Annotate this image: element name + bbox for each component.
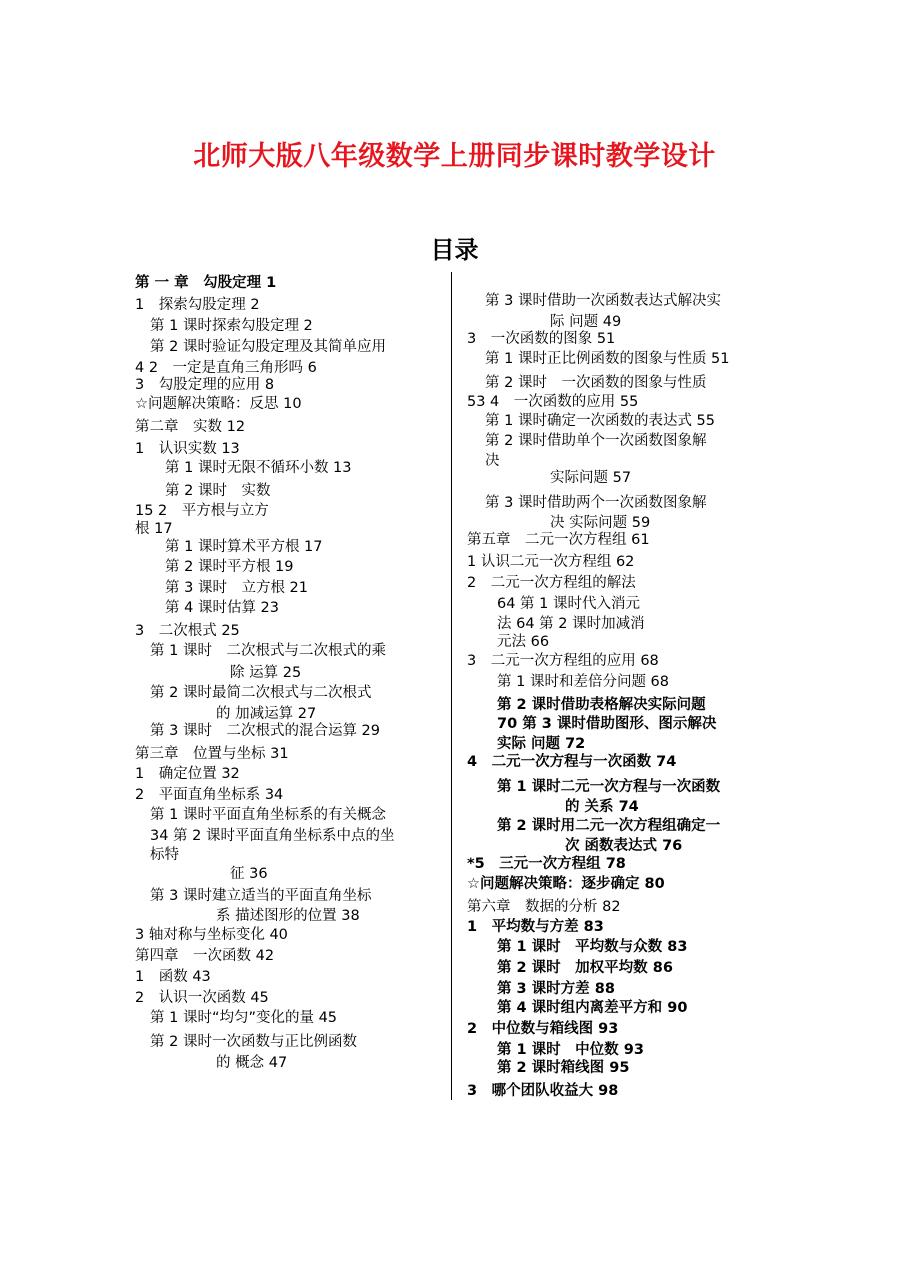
toc-left-entry: 第二章 实数 12 (135, 419, 246, 435)
toc-right-entry: 第 2 课时借助单个一次函数图象解 (485, 433, 707, 449)
toc-left-entry: 2 认识一次函数 45 (135, 990, 269, 1006)
toc-left-entry: 第 3 课时建立适当的平面直角坐标 (150, 888, 372, 904)
toc-left-entry: 第 2 课时 实数 (165, 483, 271, 499)
toc-heading: 目录 (430, 236, 479, 264)
toc-right-entry: 1 认识二元一次方程组 62 (467, 554, 635, 570)
toc-right-entry: 第 2 课时借助表格解决实际问题 (497, 697, 706, 713)
toc-right-entry: 3 二元一次方程组的应用 68 (467, 653, 659, 669)
toc-right-entry: ☆问题解决策略：逐步确定 80 (467, 876, 665, 892)
toc-right-entry: 实际问题 57 (550, 470, 632, 486)
toc-left-entry: 1 确定位置 32 (135, 766, 240, 782)
toc-right-entry: 第 1 课时确定一次函数的表达式 55 (485, 413, 716, 429)
toc-right-entry: 际 问题 49 (550, 314, 622, 330)
toc-left-entry: 2 平面直角坐标系 34 (135, 787, 284, 803)
toc-right-entry: 第 1 课时 中位数 93 (497, 1042, 644, 1058)
toc-left-entry: 1 函数 43 (135, 969, 211, 985)
toc-left-entry: 3 勾股定理的应用 8 (135, 377, 275, 393)
toc-right-entry: 64 第 1 课时代入消元 (497, 596, 641, 612)
toc-right-entry: 第 1 课时 平均数与众数 83 (497, 939, 688, 955)
toc-right-entry: 53 4 一次函数的应用 55 (467, 394, 639, 410)
toc-right-entry: 2 中位数与箱线图 93 (467, 1021, 619, 1037)
toc-left-entry: 第 1 课时无限不循环小数 13 (165, 460, 352, 476)
toc-right-entry: 第 3 课时借助一次函数表达式解决实 (485, 293, 721, 309)
toc-left-entry: 第 3 课时 立方根 21 (165, 580, 309, 596)
toc-left-entry: 4 2 一定是直角三角形吗 6 (135, 360, 317, 376)
toc-left-entry: 3 轴对称与坐标变化 40 (135, 927, 288, 943)
toc-right-entry: 4 二元一次方程与一次函数 74 (467, 754, 677, 770)
toc-right-entry: 的 关系 74 (565, 799, 639, 815)
document-title: 北师大版八年级数学上册同步课时教学设计 (193, 141, 716, 172)
toc-left-entry: 第 2 课时平方根 19 (165, 559, 294, 575)
toc-left-entry: 第 2 课时一次函数与正比例函数 (150, 1034, 357, 1050)
toc-left-entry: 15 2 平方根与立方 (135, 503, 269, 519)
toc-right-entry: 法 64 第 2 课时加减消 (497, 616, 645, 632)
toc-left-entry: 第 1 课时平面直角坐标系的有关概念 (150, 807, 386, 823)
toc-right-entry: 1 平均数与方差 83 (467, 919, 604, 935)
toc-left-entry: 3 二次根式 25 (135, 623, 240, 639)
toc-right-entry: 第 1 课时二元一次方程与一次函数 (497, 779, 721, 795)
toc-right-entry: 第 2 课时用二元一次方程组确定一 (497, 818, 721, 834)
toc-right-entry: 第 1 课时正比例函数的图象与性质 51 (485, 351, 730, 367)
toc-left-entry: 的 概念 47 (216, 1055, 288, 1071)
toc-right-entry: 第 4 课时组内离差平方和 90 (497, 1000, 688, 1016)
toc-right-entry: 第 2 课时箱线图 95 (497, 1060, 630, 1076)
toc-right-entry: 第 3 课时借助两个一次函数图象解 (485, 495, 707, 511)
toc-right-entry: 第 1 课时和差倍分问题 68 (497, 674, 670, 690)
toc-left-entry: 系 描述图形的位置 38 (216, 908, 360, 924)
toc-right-entry: 第 2 课时 一次函数的图象与性质 (485, 375, 707, 391)
toc-right-entry: 元法 66 (497, 634, 550, 650)
toc-left-entry: 第 2 课时验证勾股定理及其简单应用 (150, 339, 386, 355)
toc-right-entry: 决 (485, 453, 500, 469)
toc-left-entry: 第三章 位置与坐标 31 (135, 746, 289, 762)
toc-left-entry: 除 运算 25 (230, 665, 302, 681)
toc-left-entry: 34 第 2 课时平面直角坐标系中点的坐 (150, 828, 395, 844)
toc-right-entry: 第六章 数据的分析 82 (467, 899, 621, 915)
toc-left-entry: 第 1 课时“均匀”变化的量 45 (150, 1010, 338, 1026)
toc-left-entry: 标特 (150, 847, 179, 863)
toc-left-entry: 1 认识实数 13 (135, 441, 240, 457)
toc-right-entry: *5 三元一次方程组 78 (467, 856, 626, 872)
toc-right-entry: 第 3 课时方差 88 (497, 981, 615, 997)
toc-left-entry: 第 2 课时最简二次根式与二次根式 (150, 685, 372, 701)
toc-right-entry: 70 第 3 课时借助图形、图示解决 (497, 716, 717, 732)
toc-right-entry: 实际 问题 72 (497, 736, 586, 752)
toc-left-entry: 的 加减运算 27 (216, 706, 317, 722)
toc-right-entry: 第五章 二元一次方程组 61 (467, 532, 650, 548)
toc-left-entry: 第四章 一次函数 42 (135, 948, 275, 964)
toc-left-entry: 第 3 课时 二次根式的混合运算 29 (150, 723, 381, 739)
toc-right-entry: 2 二元一次方程组的解法 (467, 575, 636, 591)
toc-right-entry: 3 一次函数的图象 51 (467, 331, 616, 347)
toc-right-entry: 决 实际问题 59 (550, 515, 651, 531)
toc-left-entry: 第 1 课时算术平方根 17 (165, 539, 323, 555)
toc-left-entry: 根 17 (135, 521, 173, 537)
toc-left-entry: 第 1 课时 二次根式与二次根式的乘 (150, 643, 386, 659)
toc-right-entry: 第 2 课时 加权平均数 86 (497, 960, 673, 976)
toc-left-entry: 第 一 章 勾股定理 1 (135, 275, 277, 291)
toc-left-entry: 第 4 课时估算 23 (165, 600, 280, 616)
toc-left-entry: 第 1 课时探索勾股定理 2 (150, 318, 313, 334)
toc-left-entry: 征 36 (230, 866, 268, 882)
toc-right-entry: 3 哪个团队收益大 98 (467, 1083, 619, 1099)
toc-right-entry: 次 函数表达式 76 (565, 838, 683, 854)
toc-left-entry: 1 探索勾股定理 2 (135, 297, 260, 313)
toc-left-entry: ☆问题解决策略：反思 10 (135, 396, 302, 412)
